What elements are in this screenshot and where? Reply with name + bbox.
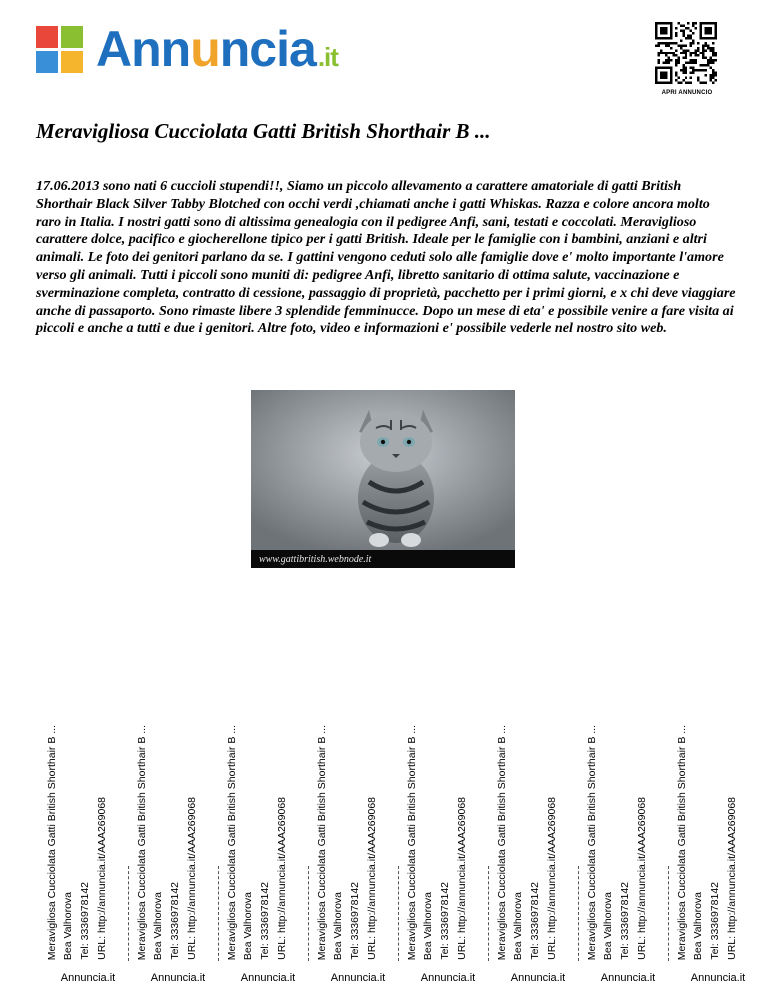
annuncia-logo — [36, 21, 396, 82]
tearoff-tel: Tel: 3336978142 — [79, 882, 91, 960]
tearoff-title: Meravigliosa Cucciolata Gatti British Shorthair B ... — [406, 724, 418, 960]
logo-word — [96, 21, 316, 77]
logo-square — [36, 26, 58, 48]
tearoff-footer: Annuncia.it — [510, 972, 566, 984]
logo-letter: n — [219, 21, 250, 77]
logo-tld: .it — [317, 42, 338, 72]
tearoff-footer: Annuncia.it — [240, 972, 296, 984]
ad-title: Meravigliosa Cucciolata Gatti British Shorthair B ... — [36, 119, 491, 143]
tearoff-url: URL: http://annuncia.it/AAA269068 — [636, 797, 648, 960]
cut-line — [128, 866, 129, 961]
tearoff-url: URL: http://annuncia.it/AAA269068 — [96, 797, 108, 960]
logo-letter: c — [249, 21, 277, 77]
tearoff-name: Bea Valhorova — [152, 891, 164, 960]
cut-line — [398, 866, 399, 961]
tearoff-strip — [226, 724, 316, 986]
tearoff-footer: Annuncia.it — [330, 972, 386, 984]
tearoff-title: Meravigliosa Cucciolata Gatti British Shorthair B ... — [46, 724, 58, 960]
tearoff-footer: Annuncia.it — [690, 972, 746, 984]
tearoff-name: Bea Valhorova — [512, 891, 524, 960]
logo-letter: i — [276, 21, 290, 77]
tearoff-tel: Tel: 3336978142 — [619, 882, 631, 960]
tearoff-strip — [316, 724, 406, 986]
tearoff-tel: Tel: 3336978142 — [169, 882, 181, 960]
cut-line — [668, 866, 669, 961]
qr-code-block[interactable] — [655, 22, 719, 94]
tearoff-strip — [676, 724, 766, 986]
cut-line — [308, 866, 309, 961]
tearoff-title: Meravigliosa Cucciolata Gatti British Shorthair B ... — [676, 724, 688, 960]
tearoff-url: URL: http://annuncia.it/AAA269068 — [186, 797, 198, 960]
tearoff-tel: Tel: 3336978142 — [259, 882, 271, 960]
tearoff-url: URL: http://annuncia.it/AAA269068 — [546, 797, 558, 960]
logo-letter: a — [289, 21, 316, 77]
tearoff-name: Bea Valhorova — [62, 891, 74, 960]
tearoff-tel: Tel: 3336978142 — [439, 882, 451, 960]
photo-watermark: www.gattibritish.webnode.it — [259, 554, 372, 565]
tearoff-url: URL: http://annuncia.it/AAA269068 — [726, 797, 738, 960]
qr-label: APRI ANNUNCIO — [661, 90, 713, 96]
tearoff-name: Bea Valhorova — [242, 891, 254, 960]
logo-square — [61, 26, 83, 48]
qr-code-icon[interactable] — [655, 22, 717, 84]
tearoff-strip — [496, 724, 586, 986]
ad-description: 17.06.2013 sono nati 6 cuccioli stupendi!!, Siamo un piccolo allevamento a carattere amatoriale di gatti British Shorthair Black Silver Tabby Blotched con occhi verdi ,chiamati anche i gatti Whiskas. Razza e colore ancora molto raro in Italia. I nostri gatti sono di altissima genealogia con il pedigree Anfi, sani, testati e coccolati. Meraviglioso carattere dolce, pacifico e giocherellone tipico per i gatti British. Ideale per le famiglie con i bambini, anziani e altri animali. Le foto dei genitori parlano da se. I gattini vengono ceduti solo alle famiglie dove e' molto importante l'amore verso gli animali. Tutti i piccoli sono muniti di: pedigree Anfi, libretto sanitario di ottima salute, vaccinazione e sverminazione completa, contratto di cessione, passaggio di proprietà, pacchetto per i primi giorni, e x chi deve viaggiare anche di passaporto. Sono rimaste libere 3 splendide femminucce. Dopo un mese di eta' e possibile venire a fare visita ai piccoli e anche a tutti e due i genitori. Altre foto, video e informazioni e' possibile vederle nel nostro sito web. — [36, 178, 736, 337]
tearoff-url: URL: http://annuncia.it/AAA269068 — [366, 797, 378, 960]
tearoff-name: Bea Valhorova — [602, 891, 614, 960]
tearoff-title: Meravigliosa Cucciolata Gatti British Shorthair B ... — [226, 724, 238, 960]
logo-letter: A — [96, 21, 132, 77]
logo-square — [61, 51, 83, 73]
tearoff-tel: Tel: 3336978142 — [349, 882, 361, 960]
tearoff-strip — [136, 724, 226, 986]
tearoff-footer: Annuncia.it — [600, 972, 656, 984]
tearoff-title: Meravigliosa Cucciolata Gatti British Shorthair B ... — [316, 724, 328, 960]
kitten-photo — [251, 390, 515, 568]
tearoff-name: Bea Valhorova — [692, 891, 704, 960]
logo-wordmark — [96, 20, 338, 78]
logo-square — [36, 51, 58, 73]
tearoff-strip — [46, 724, 136, 986]
tearoff-name: Bea Valhorova — [332, 891, 344, 960]
tearoff-title: Meravigliosa Cucciolata Gatti British Shorthair B ... — [586, 724, 598, 960]
tearoff-footer: Annuncia.it — [60, 972, 116, 984]
tearoff-url: URL: http://annuncia.it/AAA269068 — [456, 797, 468, 960]
tearoff-name: Bea Valhorova — [422, 891, 434, 960]
tearoff-footer: Annuncia.it — [150, 972, 206, 984]
tearoff-tel: Tel: 3336978142 — [529, 882, 541, 960]
logo-letter: u — [190, 21, 220, 77]
tearoff-footer: Annuncia.it — [420, 972, 476, 984]
tearoff-title: Meravigliosa Cucciolata Gatti British Shorthair B ... — [496, 724, 508, 960]
logo-squares-icon — [36, 26, 86, 76]
tearoff-strip — [406, 724, 496, 986]
tearoff-strip — [586, 724, 676, 986]
logo-letter: n — [160, 21, 191, 77]
tearoff-tel: Tel: 3336978142 — [709, 882, 721, 960]
tearoff-url: URL: http://annuncia.it/AAA269068 — [276, 797, 288, 960]
cut-line — [488, 866, 489, 961]
logo-letter: n — [131, 21, 161, 77]
tearoff-title: Meravigliosa Cucciolata Gatti British Shorthair B ... — [136, 724, 148, 960]
cut-line — [578, 866, 579, 961]
cut-line — [218, 866, 219, 961]
